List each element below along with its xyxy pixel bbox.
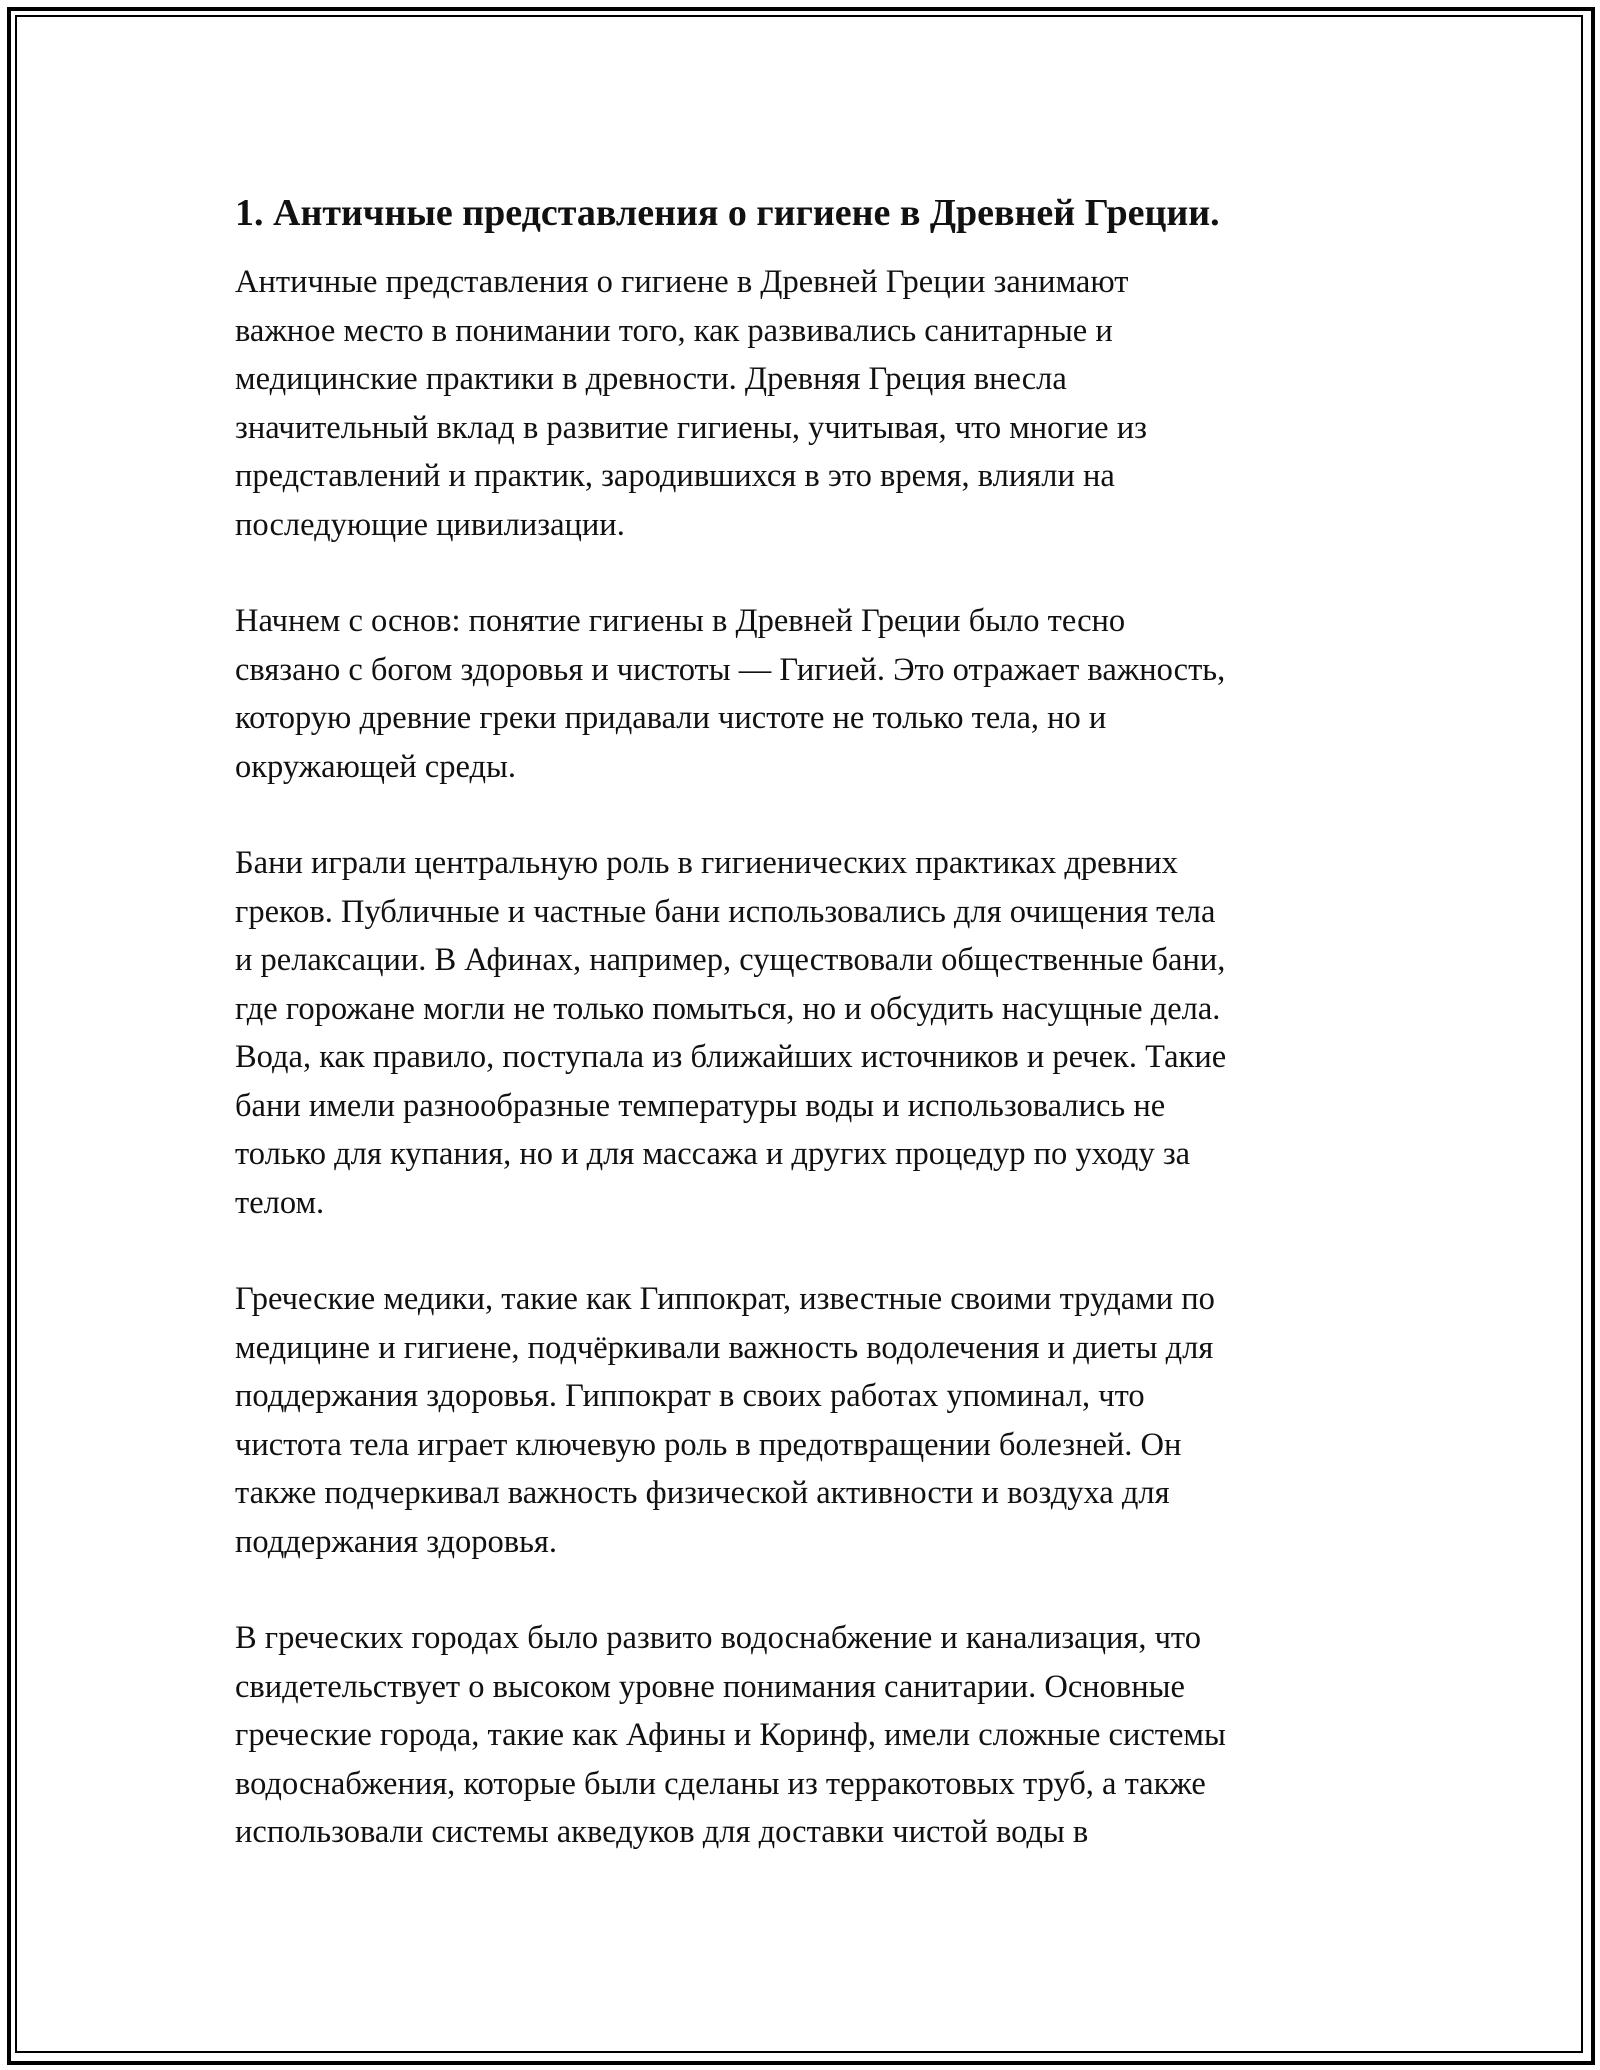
document-body <box>235 188 1365 1857</box>
paragraph-hygieia <box>235 597 1365 791</box>
paragraph-water-supply <box>235 1614 1365 1857</box>
text-line: представлений и практик, зародившихся в это время, влияли на <box>235 458 1115 494</box>
text-line: В греческих городах было развито водоснабжение и канализация, что <box>235 1620 1201 1656</box>
text-line: которую древние греки придавали чистоте не только тела, но и <box>235 700 1107 736</box>
section-heading: 1. Античные представления о гигиене в Древней Греции. <box>235 192 1220 234</box>
text-line: значительный вклад в развитие гигиены, учитывая, что многие из <box>235 409 1147 446</box>
text-line: свидетельствует о высоком уровне понимания санитарии. Основные <box>235 1668 1185 1705</box>
text-line: использовали системы акведуков для доставки чистой воды в <box>235 1814 1089 1850</box>
text-line: греческие города, такие как Афины и Коринф, имели сложные системы <box>235 1717 1226 1753</box>
text-line: Начнем с основ: понятие гигиены в Древней Греции было тесно <box>235 603 1126 639</box>
text-line: бани имели разнообразные температуры воды и использовались не <box>235 1087 1166 1124</box>
text-line: и релаксации. В Афинах, например, существовали общественные бани, <box>235 942 1226 978</box>
text-line: важное место в понимании того, как развивались санитарные и <box>235 312 1113 349</box>
text-line: поддержания здоровья. <box>235 1523 557 1560</box>
text-line: водоснабжения, которые были сделаны из терракотовых труб, а также <box>235 1765 1206 1802</box>
text-line: только для купания, но и для массажа и других процедур по уходу за <box>235 1136 1191 1172</box>
text-line: где горожане могли не только помыться, но и обсудить насущные дела. <box>235 990 1221 1027</box>
text-line: чистота тела играет ключевую роль в предотвращении болезней. Он <box>235 1426 1182 1463</box>
text-line: поддержания здоровья. Гиппократ в своих работах упоминал, что <box>235 1378 1145 1414</box>
paragraph-physicians <box>235 1275 1365 1566</box>
text-line: Вода, как правило, поступала из ближайших источников и речек. Такие <box>235 1039 1227 1075</box>
text-line: телом. <box>235 1184 325 1221</box>
text-line: также подчеркивал важность физической активности и воздуха для <box>235 1475 1170 1511</box>
text-line: Античные представления о гигиене в Древней Греции занимают <box>235 264 1129 300</box>
text-line: медицине и гигиене, подчёркивали важность водолечения и диеты для <box>235 1329 1214 1366</box>
text-line: медицинские практики в древности. Древняя Греция внесла <box>235 361 1067 397</box>
paragraph-intro <box>235 258 1365 549</box>
text-line: Бани играли центральную роль в гигиенических практиках древних <box>235 845 1178 881</box>
text-line: Греческие медики, такие как Гиппократ, известные своими трудами по <box>235 1281 1215 1317</box>
paragraph-baths <box>235 839 1365 1227</box>
text-line: последующие цивилизации. <box>235 506 625 543</box>
text-line: греков. Публичные и частные бани использовались для очищения тела <box>235 893 1216 930</box>
text-line: окружающей среды. <box>235 748 516 785</box>
text-line: связано с богом здоровья и чистоты — Гигией. Это отражает важность, <box>235 651 1226 688</box>
